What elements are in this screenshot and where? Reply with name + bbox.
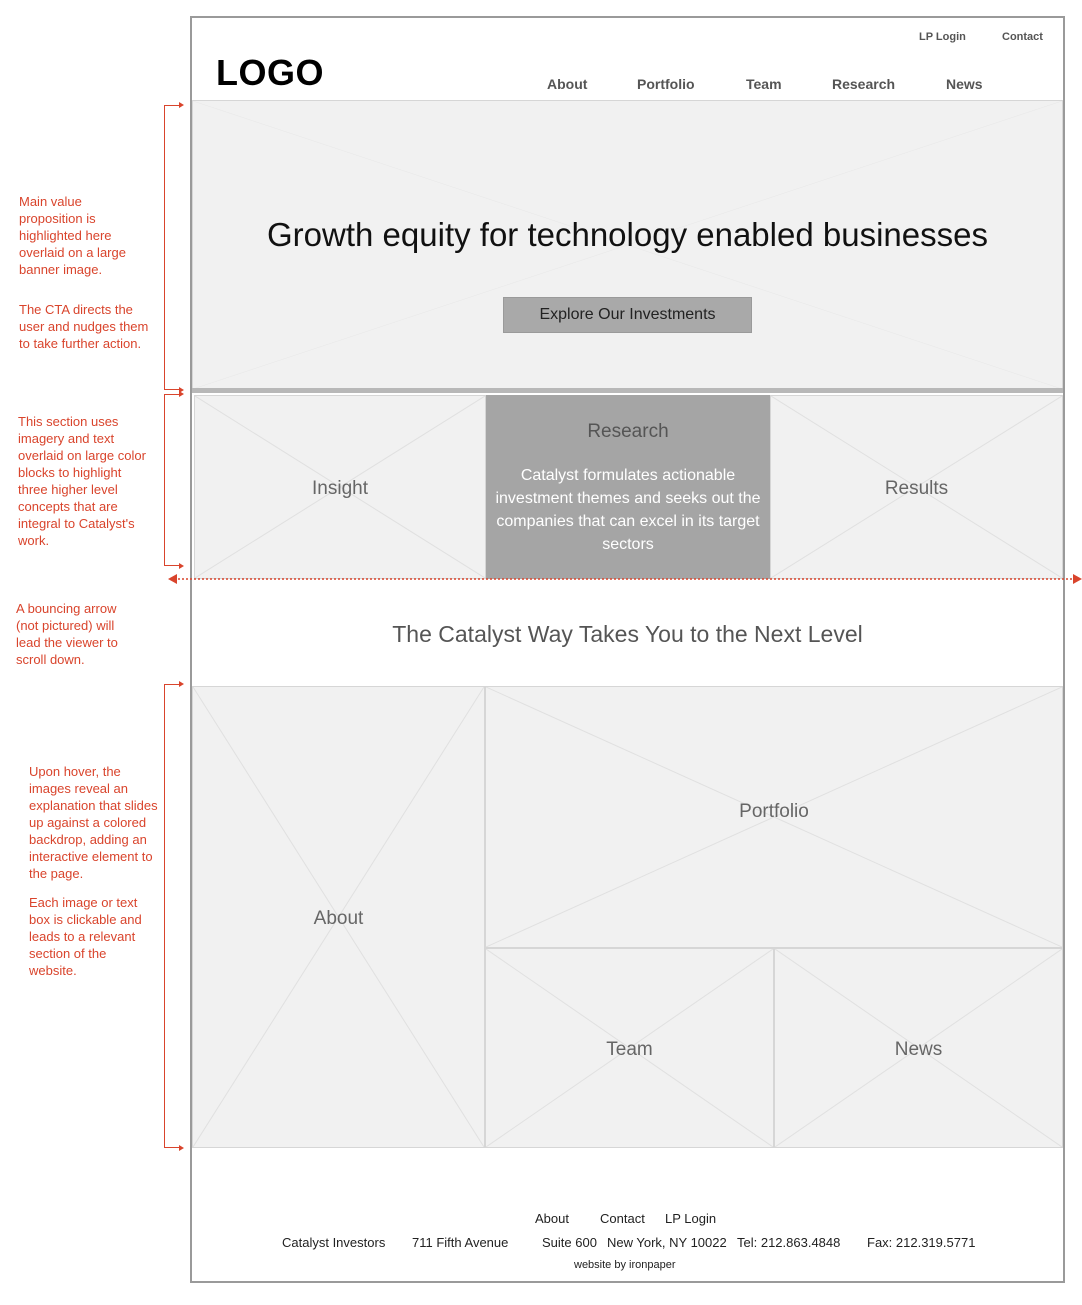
logo[interactable]: LOGO xyxy=(216,52,324,93)
footer-city: New York, NY 10022 xyxy=(607,1235,727,1250)
wireframe-frame xyxy=(190,16,1065,1283)
footer-tel: Tel: 212.863.4848 xyxy=(737,1235,841,1250)
contact-link[interactable]: Contact xyxy=(1002,31,1043,43)
hero-annotation: Main value proposition is highlighted here overlaid on a large banner image. xyxy=(19,194,126,277)
footer-address: 711 Fifth Avenue xyxy=(412,1235,509,1250)
results-block[interactable] xyxy=(770,395,1063,579)
tiles-bracket xyxy=(164,684,165,1148)
results-label: Results xyxy=(884,478,949,499)
cta-annotation: The CTA directs the user and nudges them to take further action. xyxy=(19,302,149,351)
section-tagline: The Catalyst Way Takes You to the Next Level xyxy=(392,621,863,647)
footer-fax: Fax: 212.319.5771 xyxy=(867,1235,976,1250)
nav-research[interactable]: Research xyxy=(832,76,896,92)
nav-portfolio[interactable]: Portfolio xyxy=(637,76,695,92)
scroll-arrow-line xyxy=(168,572,1082,586)
insight-block[interactable] xyxy=(194,395,486,579)
research-title: Research xyxy=(587,421,669,442)
footer-link-lp-login[interactable]: LP Login xyxy=(665,1211,717,1226)
nav-about[interactable]: About xyxy=(547,76,588,92)
hero-bracket xyxy=(164,105,165,390)
nav-news[interactable]: News xyxy=(946,76,983,92)
about-tile[interactable] xyxy=(192,686,485,1148)
research-block[interactable] xyxy=(486,395,770,579)
lp-login-link[interactable]: LP Login xyxy=(919,31,966,43)
footer-suite: Suite 600 xyxy=(542,1235,597,1250)
footer-company: Catalyst Investors xyxy=(282,1235,386,1250)
footer-link-about[interactable]: About xyxy=(535,1211,569,1226)
clickable-annotation: Each image or text box is clickable and leads to a relevant section of the website. xyxy=(29,895,142,978)
pillars-annotation: This section uses imagery and text overlaid on large color blocks to highlight three higher level concepts that are integral to Catalyst's work. xyxy=(18,414,146,548)
portfolio-tile-label: Portfolio xyxy=(739,801,809,822)
hover-annotation: Upon hover, the images reveal an explanation that slides up against a colored backdrop, adding an interactive element to the page. xyxy=(29,764,158,881)
hero-banner-image xyxy=(192,100,1063,390)
team-tile[interactable] xyxy=(485,948,774,1148)
hero-headline: Growth equity for technology enabled businesses xyxy=(267,216,988,253)
news-tile[interactable] xyxy=(774,948,1063,1148)
footer-link-contact[interactable]: Contact xyxy=(600,1211,645,1226)
about-tile-label: About xyxy=(313,908,364,929)
research-description: Catalyst formulates actionable investment themes and seeks out the companies that can excel in its target sectors xyxy=(495,467,761,553)
news-tile-label: News xyxy=(894,1039,943,1060)
pillars-bracket xyxy=(164,394,165,566)
explore-investments-button[interactable]: Explore Our Investments xyxy=(503,297,752,333)
insight-label: Insight xyxy=(312,478,368,499)
nav-team[interactable]: Team xyxy=(746,76,782,92)
portfolio-tile[interactable] xyxy=(485,686,1063,948)
footer-credit[interactable]: website by ironpaper xyxy=(574,1259,676,1271)
arrow-annotation: A bouncing arrow (not pictured) will lead the viewer to scroll down. xyxy=(16,601,118,667)
section-divider xyxy=(192,388,1063,393)
team-tile-label: Team xyxy=(606,1039,653,1060)
